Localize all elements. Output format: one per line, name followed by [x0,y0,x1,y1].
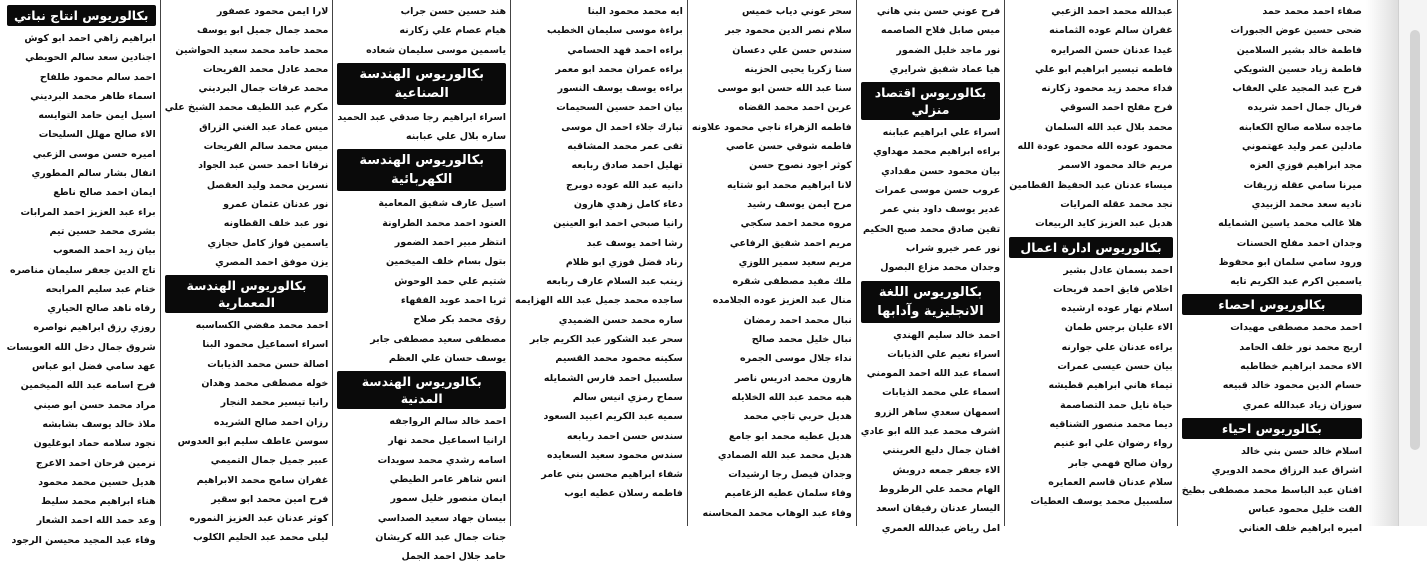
name-entry: نرفانا احمد حسن عبد الجواد [198,160,329,172]
page-edge-shadow [1366,0,1399,526]
name-entry: الاء جعفر جمعه دروبش [892,464,1001,476]
name-entry: اسلام نهار عوده ارشيده [1061,303,1173,315]
name-entry: لارا ايمن محمود عصفور [216,6,329,17]
name-entry: منال عبد العزيز عوده الجلامده [712,295,852,307]
name-entry: مريم سعيد سمير اللوزي [738,256,852,268]
name-entry: رشا احمد يوسف عبد [586,237,683,249]
name-entry: هديل محمد عبد الله الصمادي [717,449,852,461]
name-entry: فرح عوني حسن بني هاني [876,6,1001,17]
section-heading: بكالوريوس الهندسة الصناعية [337,63,506,105]
name-entry: هيام عصام علي زكارنه [399,25,507,37]
name-entry: ابراهيم زاهي احمد ابو كوش [24,33,156,44]
name-entry: بشرى محمد حسين تيم [49,225,156,237]
name-entry: اخلاص فايق احمد فريحات [1053,283,1173,295]
name-entry: رانيا صبحي احمد ابو العينين [553,218,683,230]
name-entry: هند حسين حسن جراب [400,6,507,17]
name-entry: وجدان فيصل رجا ارشيدات [728,469,852,481]
name-entry: فرح اسامه عبد الله الميخمين [20,380,156,392]
name-entry: بيان زيد احمد الصعوب [53,245,156,257]
name-entry: سوسن عاطف سليم ابو العدوس [177,435,329,447]
name-entry: تقى عمر محمد المشاقبه [567,141,683,153]
name-entry: وفاء سلمان عطيه الزغاميم [724,488,852,500]
name-entry: حياة نايل حمد التصاصمة [1060,399,1173,411]
name-entry: محمد حامد محمد سعيد الحواشين [175,44,329,56]
name-entry: غيدا عدنان حسن الصرايره [1050,44,1173,56]
name-entry: ايمان احمد صالح ناطع [53,187,156,199]
name-entry: نسرين محمد وليد العقصل [206,179,329,191]
name-entry: مكرم عبد اللطيف محمد الشيخ علي [164,102,329,114]
name-entry: مراد محمد حسن ابو صيني [33,399,156,411]
name-entry: فاطمه تيسير ابراهيم ابو علي [1035,63,1173,75]
name-entry: احمد بسمان عادل بشير [1063,264,1173,276]
name-entry: شفاء ابراهيم محسن بني عامر [541,469,683,481]
name-entry: سميه عبد الكريم اعبيد السعود [543,411,683,423]
name-entry: الهام محمد علي الرطروط [878,483,1001,495]
name-entry: اسراء ابراهيم رجا صدقي عبد الحميد [337,111,507,123]
name-entry: دانيه عبد الله عوده دويرج [565,179,683,191]
name-entry: براءه ابراهيم محمد مهداوي [873,146,1001,158]
name-entry: نور عبد خلف القطاونه [223,218,329,230]
name-entry: اسماء طاهر محمد البرديني [30,90,156,102]
name-entry: نور عدنان عثمان عمرو [223,198,329,210]
name-entry: فرح مفلح احمد السوقي [1060,102,1173,114]
name-entry: احمد محمد مصطفى مهيدات [1230,322,1362,334]
column-8 [3,0,160,546]
name-entry: محمد بلال عبد الله السلمان [1045,121,1173,133]
name-entry: احمد خالد سالم الرواجفه [389,416,507,428]
name-entry: فداء محمد زيد محمود زكارنه [1041,83,1173,95]
name-entry: احمد سالم محمود طلفاح [39,71,156,83]
name-entry: فاطمة خالد بشير السلامين [1236,44,1362,56]
name-entry: عروب حسن موسى عمرات [874,185,1001,197]
column-5 [510,0,687,526]
name-entry: تبارك جلاء احمد ال موسى [561,121,683,133]
name-entry: تهليل احمد صادق ربابعه [571,160,683,172]
name-entry: محمد جمال جميل ابو يوسف [196,25,329,37]
name-entry: نور ماجد خليل الضمور [896,44,1001,56]
name-entry: عبدالله محمد احمد الزعبي [1051,6,1173,17]
name-entry: عهد سامي فضل ابو عباس [31,361,156,373]
name-entry: اسامه رشدي محمد سويدات [377,454,507,466]
name-entry: حسام الدين محمود خالد قبيعه [1222,380,1362,392]
name-entry: فريال جمال احمد شريده [1247,102,1362,114]
name-entry: ياسمين اكرم عبد الكريم تايه [1230,276,1362,288]
name-entry: سندس حسن احمد ربابعه [566,430,683,442]
name-entry: رؤى محمد بكر صلاح [413,314,507,326]
name-entry: وفاء عبد المجيد محيسن الرجود [11,534,156,546]
section-heading: بكالوريوس الهندسة الكهربائية [337,149,506,191]
name-entry: مصطفى سعيد مصطفى جابر [370,333,507,345]
name-entry: حامد جلال احمد الجمل [401,551,507,563]
name-entry: يوسف حسان علي العظم [388,352,507,364]
name-entry: ميس صابل فلاح الصاصمه [880,25,1001,37]
column-7 [160,0,333,544]
name-entry: سندس حسن علي دعسان [732,44,852,56]
name-entry: دعاء كامل زهدي هارون [573,198,683,210]
name-entry: ساجده محمد جميل عبد الله الهزايمه [515,295,683,307]
name-entry: بيان محمود حسن مقدادي [881,165,1001,177]
name-entry: اسيل عارف شفيق المعامية [378,198,507,210]
name-entry: الفت خليل محمود عباس [1248,503,1362,515]
name-entry: محمد عرفات جمال البرديني [198,83,329,95]
name-entry: شروق جمال دخل الله العويسات [6,341,156,353]
name-entry: ميس محمد سالم الفريحات [203,141,329,153]
name-entry: امل رياض عبدالله العمري [881,522,1001,534]
name-entry: ليلى محمد عبد الحليم الكلوب [193,532,329,544]
name-entry: ورود سامي سلمان ابو محفوظ [1218,256,1362,268]
name-entry: الاء صالح مهلل السليحات [38,129,156,141]
name-entry: سحر عوني دياب خميس [742,6,852,17]
name-entry: نجود سلامه حماد ابوغليون [33,438,156,450]
name-entry: عرين احمد محمد القضاه [738,102,852,114]
column-2 [1004,0,1177,526]
name-entry: هناء ابراهيم محمد سليط [41,496,156,508]
name-entry: بتول بسام خلف الميخمين [385,256,507,268]
name-entry: ايه محمد محمود البنا [587,6,683,17]
name-entry: سنا زكريا يحيى الحزينه [744,63,852,75]
name-entry: محمود عوده الله محمود عودة الله [1017,141,1173,153]
name-entry: نجد محمد عقله المرايات [1060,198,1173,210]
name-entry: براء عبد العزيز احمد المرابات [20,206,156,218]
name-entry: اصالة حسن محمد الذيابات [207,358,329,370]
name-entry: اليسار عدنان رفيقان اسعد [876,503,1001,515]
name-entry: سوزان زياد عبدالله عمري [1242,399,1362,411]
name-entry: ناديه سعد محمد الزبيدي [1251,198,1362,210]
name-entry: ديما محمد منصور الشناقيه [1049,418,1173,430]
name-entry: وجدان احمد مفلح الحسنات [1236,237,1362,249]
name-entry: اسلام خالد حسن بني خالد [1240,445,1362,457]
name-entry: الاء محمد ابراهيم خطاطبه [1240,361,1362,373]
name-entry: براءه عدنان علي جوارنه [1061,341,1173,353]
name-entry: مادلين عمر وليد عهتموني [1242,141,1362,153]
name-entry: تيماء هاني ابراهيم قطيشه [1048,380,1173,392]
name-entry: هبه محمد عبد الله الخلايله [731,391,852,403]
name-entry: فاطمه شوقي حسن عاصي [725,141,852,153]
column-4 [687,0,856,526]
name-entry: هيا عماد شفيق شرايري [889,63,1001,75]
name-entry: كوثر اجود نصوح حسن [749,160,852,172]
name-entry: احمد محمد مفضي الكساسبه [195,320,329,332]
name-entry: نبال خليل محمد صالح [751,334,852,346]
name-entry: اسراء علي ابراهيم عبابنه [882,127,1001,139]
section-heading: بكالوريوس الهندسة المدنية [337,371,506,409]
name-entry: سكينه محمود محمد القسيم [555,353,683,365]
name-entry: هلا غالب محمد ياسين الشمايله [1218,218,1362,230]
name-entry: غفران سالم عوده الثمامنه [1049,25,1173,37]
name-entry: تاج الدين جعفر سليمان مناصره [9,264,156,276]
name-entry: سلسبيل محمد يوسف العطيات [1030,496,1173,508]
name-entry: رناد فضل فوزي ابو ظلام [565,256,683,268]
name-entry: انس شاهر عامر الطيطي [389,474,507,486]
name-entry: ارانيا اسماعيل محمد نهار [388,435,507,447]
name-entry: هديل عبد العزيز كايد الربيعات [1035,218,1173,230]
name-entry: افنان عبد الباسط محمد مصطفى بطيخ [1181,484,1362,496]
name-entry: ماجده سلامه صالح الكعابنه [1238,121,1362,133]
name-entry: العنود احمد محمد الطراونة [382,217,507,229]
name-entry: غفران سامح محمد الابراهيم [196,474,329,486]
name-entry: غدير يوسف داود بني عمر [880,204,1001,216]
name-entry: محمد عادل محمد الفريحات [202,63,329,75]
name-entry: روان صالح فهمي جابر [1068,457,1173,469]
name-entry: براءة موسى سليمان الخطيب [546,25,683,37]
name-entry: ميس عماد عبد الغني الزراق [199,121,329,133]
name-entry: اسراء نعيم علي الذيابات [887,348,1001,360]
name-columns [6,0,1366,563]
name-entry: الاء عليان برجس طمان [1064,322,1173,334]
name-entry: ضحى حسين عوض الجبورات [1230,25,1362,37]
name-entry: سلام نصر الدين محمود جبر [725,25,852,37]
name-entry: جنات جمال عبد الله كريشان [375,531,507,543]
name-entry: فاطمه رسلان عطيه ايوب [564,488,683,500]
name-entry: هارون محمد ادريس ناصر [734,372,852,384]
name-entry: تقين صادق محمد صبح الحكيم [862,223,1001,235]
name-entry: اشراق عبد الرزاق محمد الدويري [1211,465,1362,477]
name-entry: ثريا احمد عويد الفقهاء [400,294,507,306]
name-entry: وعد حمد الله احمد الشعار [36,515,156,527]
section-heading: بكالوريوس انتاج نباتي [7,5,156,26]
name-entry: اريج محمد نور خلف الحامد [1239,341,1362,353]
name-entry: ميساء عدنان عبد الحفيظ القطامين [1009,179,1173,191]
scrollbar-thumb[interactable] [1410,30,1420,450]
name-entry: ميرنا سامي عقله زريقات [1243,179,1362,191]
name-entry: فاطمة زياد حسين الشويكي [1233,63,1362,75]
name-entry: رزان احمد صالح الشريده [213,416,329,428]
name-entry: اجنادين سعد سالم الحويطي [25,52,156,64]
name-entry: ختام عبد سليم المرابحه [45,283,156,295]
name-entry: سلام عدنان قاسم العمايره [1048,476,1173,488]
name-entry: فرح امين محمد ابو سقير [211,493,329,505]
name-entry: بيسان جهاد سعيد الصداسي [377,512,507,524]
name-entry: اميره حسن موسى الزعبي [32,148,156,160]
name-entry: اسراء اسماعيل محمود البنا [202,339,329,351]
column-6 [332,0,510,563]
name-entry: انتظر مبير احمد الضمور [394,237,507,249]
name-entry: هديل عطيه محمد ابو جامع [728,430,852,442]
name-entry: رواء رضوان علي ابو غنيم [1053,438,1173,450]
name-entry: مروه محمد احمد سكجي [740,218,852,230]
name-entry: سماح رمزي انيس سالم [572,391,683,403]
name-entry: خوله مصطفى محمد وهدان [201,378,329,390]
name-entry: نبال محمد احمد رمضان [743,314,852,326]
name-entry: فرح عبد المجيد علي العقاب [1232,83,1362,95]
name-entry: روزي رزق ابراهيم نواصره [33,322,156,334]
vertical-scrollbar[interactable] [1398,0,1427,526]
section-heading: بكالوريوس احصاء [1182,294,1362,315]
name-entry: سنا عبد الله حسن ابو موسى [717,83,852,95]
name-entry: اسمهان سعدي ساهر الزرو [874,406,1001,418]
name-entry: ساره بلال علي عبابنه [405,131,507,143]
name-entry: ياسمين فواز كامل حجازي [207,237,329,249]
name-entry: ملاذ خالد يوسف بشابشه [42,418,156,430]
name-entry: براءه عمران محمد ابو معمر [555,63,683,75]
name-entry: صفاء احمد محمد حمد [1262,6,1362,17]
name-entry: نور عمر خيرو شراب [905,242,1001,254]
name-entry: بيان حسن عيسى عمرات [1057,361,1173,373]
name-entry: براءه يوسف يوسف النسور [557,83,683,95]
name-entry: اشرف محمد عبد الله ابو عادي [860,426,1001,438]
name-entry: ايمان منصور خليل سمور [390,493,507,505]
name-entry: هديل حربي تاجي محمد [743,411,852,423]
column-3 [856,0,1004,534]
name-entry: مريم احمد شفيق الرفاعي [729,237,852,249]
name-entry: وفاء عبد الوهاب محمد المحاسنه [702,507,852,519]
name-entry: عبير جميل جمال التميمي [210,455,329,467]
name-entry: سندس محمود سعيد السعايده [547,449,683,461]
name-entry: يزن موفق احمد المصري [215,256,329,268]
name-entry: نرمين فرحان احمد الاعرج [35,457,156,469]
section-heading: بكالوريوس اللغة الانجليزية وآدابها [861,281,1000,323]
name-entry: مرح ايمن يوسف رشيد [747,198,852,210]
name-entry: ياسمين موسى سليمان شعاده [366,44,507,56]
name-entry: اسماء عبد الله احمد المومني [866,368,1001,380]
name-entry: اسماء علي محمد الذيابات [882,387,1001,399]
name-entry: سلسبيل احمد فارس الشمايله [543,372,683,384]
column-1 [1177,0,1366,535]
name-entry: براءه احمد فهد الحسامي [567,44,683,56]
name-entry: بيان احمد حسين السحيمات [556,102,683,114]
section-heading: بكالوريوس احياء [1182,418,1362,439]
name-entry: نداء جلال موسى الجمره [740,353,852,365]
name-entry: رفاه ناهد صالح الحياري [47,303,156,315]
name-entry: سحر عبد الشكور عبد الكريم جابر [529,334,683,346]
name-entry: مريم خالد محمود الاسمر [1058,160,1173,172]
section-heading: بكالوريوس ادارة اعمال [1009,237,1173,258]
section-heading: بكالوريوس اقتصاد منزلي [861,82,1000,120]
name-entry: احمد خالد سليم الهندي [893,329,1001,341]
name-entry: انفال بشار سالم المطوري [31,168,156,180]
name-entry: هديل حسين محمد محمود [38,476,156,488]
name-entry: اميره ابراهيم خلف العناني [1238,523,1362,535]
name-entry: افنان جمال دليع العرينني [882,445,1001,457]
name-entry: وجدان محمد مزاع البصول [880,262,1001,274]
name-entry: زينب عبد السلام عارف ربابعه [546,276,683,288]
section-heading: بكالوريوس الهندسة المعمارية [165,275,329,313]
name-entry: لانا ابراهيم محمد ابو شتايه [726,179,852,191]
name-entry: ملك مفيد مصطفى شقره [732,276,852,288]
name-entry: فاطمه الزهراء ناجي محمود علاونه [691,121,852,133]
name-entry: ساره محمد حسن الضميدي [558,314,683,326]
name-entry: رانيا تيسير محمد النجار [220,397,329,409]
name-entry: كوثر عدنان عبد العزيز النموره [189,513,329,525]
name-entry: اسيل ايمن حامد التوايسه [38,110,156,122]
name-entry: مجد ابراهيم فوزي العزه [1249,160,1362,172]
name-entry: شتيم علي حمد الوحوش [394,275,507,287]
